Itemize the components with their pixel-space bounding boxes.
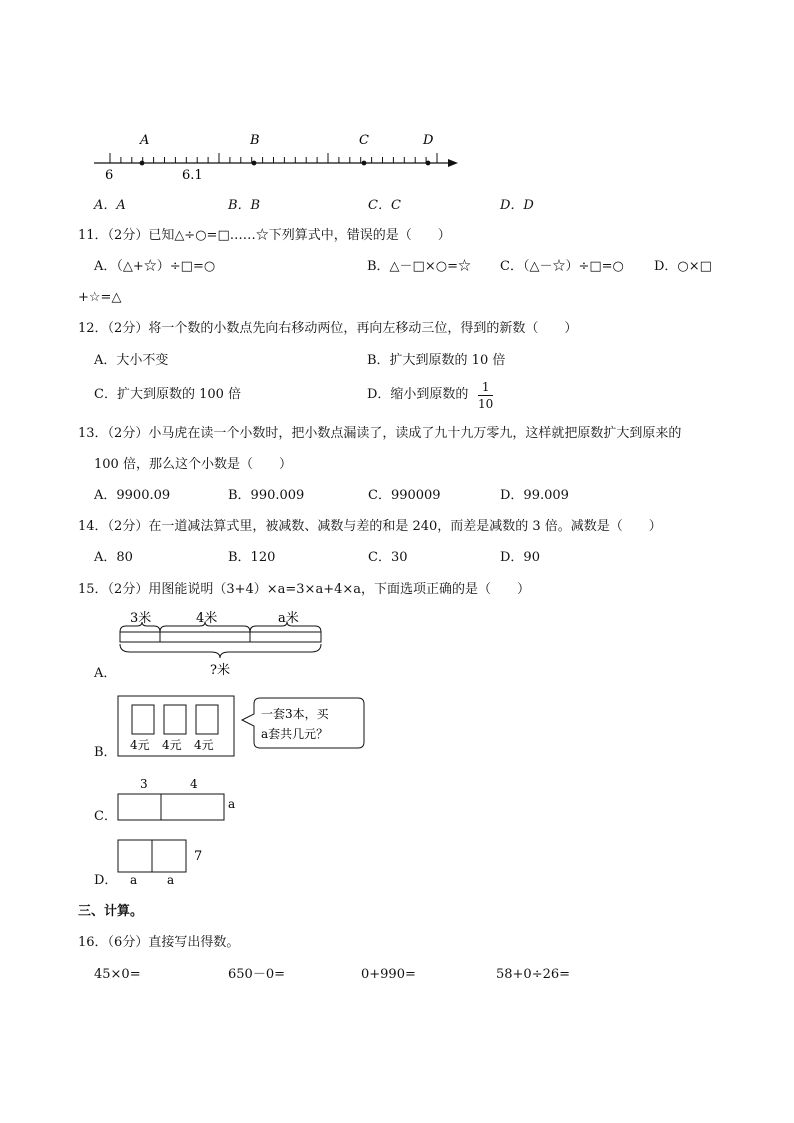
speech-bubble-line1: 一套3本，买 <box>261 707 329 721</box>
q14-option-d[interactable]: D．90 <box>500 550 540 565</box>
fraction-denominator: 10 <box>478 397 494 411</box>
q12-option-b[interactable]: B．扩大到原数的 10 倍 <box>367 353 506 368</box>
q13-option-b[interactable]: B．990.009 <box>228 488 305 503</box>
q15-option-d-letter[interactable]: D． <box>94 873 118 888</box>
q14-option-c[interactable]: C．30 <box>368 550 408 565</box>
q13-option-c[interactable]: C．990009 <box>368 488 441 503</box>
c-top-label-3: 3 <box>140 777 148 791</box>
section-three-title: 三、计算。 <box>78 904 144 919</box>
bottom-brace <box>120 644 321 658</box>
q15-option-b-letter[interactable]: B． <box>94 745 117 760</box>
point-b-label: B <box>250 133 260 148</box>
segment-label-4m: 4米 <box>196 611 218 626</box>
book-1 <box>132 705 154 734</box>
total-label: ?米 <box>210 663 230 678</box>
q12-fraction-one-tenth <box>478 381 493 410</box>
tick-label-6: 6 <box>105 168 114 183</box>
point-d-label: D <box>423 133 434 148</box>
c-rectangle <box>118 794 224 820</box>
q15-option-b-figure <box>112 692 374 760</box>
segment-label-3m: 3米 <box>130 611 152 626</box>
tick-label-6-1: 6.1 <box>182 168 203 183</box>
q10-option-d[interactable]: D．D <box>500 198 534 213</box>
number-line-ticks <box>110 153 437 163</box>
book-1-price: 4元 <box>130 738 150 752</box>
q11-option-d-continuation: +☆=△ <box>78 290 122 305</box>
q15-option-c-letter[interactable]: C． <box>94 809 117 824</box>
q15-option-c-figure <box>112 772 242 826</box>
q11-option-a[interactable]: A．（△+☆）÷□=○ <box>94 259 216 274</box>
q15-option-a-letter[interactable]: A． <box>94 666 117 681</box>
q13-option-d[interactable]: D．99.009 <box>500 488 569 503</box>
q12-option-d[interactable]: D．缩小到原数的 <box>367 387 469 402</box>
d-side-label-7: 7 <box>194 849 203 864</box>
point-b-dot <box>252 161 257 166</box>
book-2-price: 4元 <box>162 738 182 752</box>
q16-item-4[interactable]: 58+0÷26= <box>496 967 571 982</box>
q13-option-a[interactable]: A．9900.09 <box>94 488 171 503</box>
c-top-label-4: 4 <box>190 777 198 791</box>
point-a-label: A <box>140 133 150 148</box>
q13-stem-line1: 13．（2分）小马虎在读一个小数时，把小数点漏读了，读成了九十九万零九，这样就把原数扩大到原来的 <box>78 426 682 441</box>
q12-option-c[interactable]: C．扩大到原数的 100 倍 <box>94 387 242 402</box>
point-a-dot <box>140 161 145 166</box>
segment-bar <box>120 632 321 642</box>
speech-bubble-line2: a套共几元？ <box>261 727 329 741</box>
q15-option-a-figure <box>112 606 334 680</box>
q16-item-2[interactable]: 650－0= <box>228 967 285 982</box>
q12-stem: 12．（2分）将一个数的小数点先向右移动两位，再向左移动三位，得到的新数（ ） <box>78 321 578 336</box>
q11-option-c[interactable]: C．（△－☆）÷□=○ <box>500 259 624 274</box>
q16-item-3[interactable]: 0+990= <box>361 967 416 982</box>
book-3 <box>196 705 218 734</box>
top-brace-4 <box>160 622 250 632</box>
q15-option-d-figure <box>112 834 224 888</box>
q10-option-c[interactable]: C．C <box>368 198 401 213</box>
number-line-figure <box>88 128 468 186</box>
point-c-label: C <box>359 133 369 148</box>
q11-option-b[interactable]: B．△－□×○=☆ <box>367 259 471 274</box>
q16-stem: 16．（6分）直接写出得数。 <box>78 935 240 950</box>
point-d-dot <box>426 161 431 166</box>
q11-option-d[interactable]: D．○×□ <box>654 259 712 274</box>
q12-option-a[interactable]: A．大小不变 <box>94 353 169 368</box>
fraction-numerator: 1 <box>478 381 493 396</box>
q13-stem-line2: 100 倍，那么这个小数是（ ） <box>94 457 292 472</box>
q16-item-1[interactable]: 45×0= <box>94 967 141 982</box>
c-side-label-a: a <box>228 797 236 811</box>
q14-option-a[interactable]: A．80 <box>94 550 133 565</box>
segment-label-am: a米 <box>278 611 299 626</box>
q10-option-b[interactable]: B．B <box>228 198 261 213</box>
d-bottom-label-a-2: a <box>167 873 175 887</box>
book-3-price: 4元 <box>194 738 214 752</box>
point-c-dot <box>362 161 367 166</box>
d-bottom-label-a-1: a <box>130 873 138 887</box>
q14-option-b[interactable]: B．120 <box>228 550 276 565</box>
number-line-arrow <box>448 159 458 167</box>
q15-stem: 15．（2分）用图能说明（3+4）×a=3×a+4×a，下面选项正确的是（ ） <box>78 582 531 597</box>
book-2 <box>164 705 186 734</box>
q10-option-a[interactable]: A．A <box>94 198 126 213</box>
q14-stem: 14．（2分）在一道减法算式里，被减数、减数与差的和是 240，而差是减数的 3 倍。减数是（ ） <box>78 519 662 534</box>
q11-stem: 11．（2分）已知△÷○=□……☆下列算式中，错误的是（ ） <box>78 228 451 243</box>
